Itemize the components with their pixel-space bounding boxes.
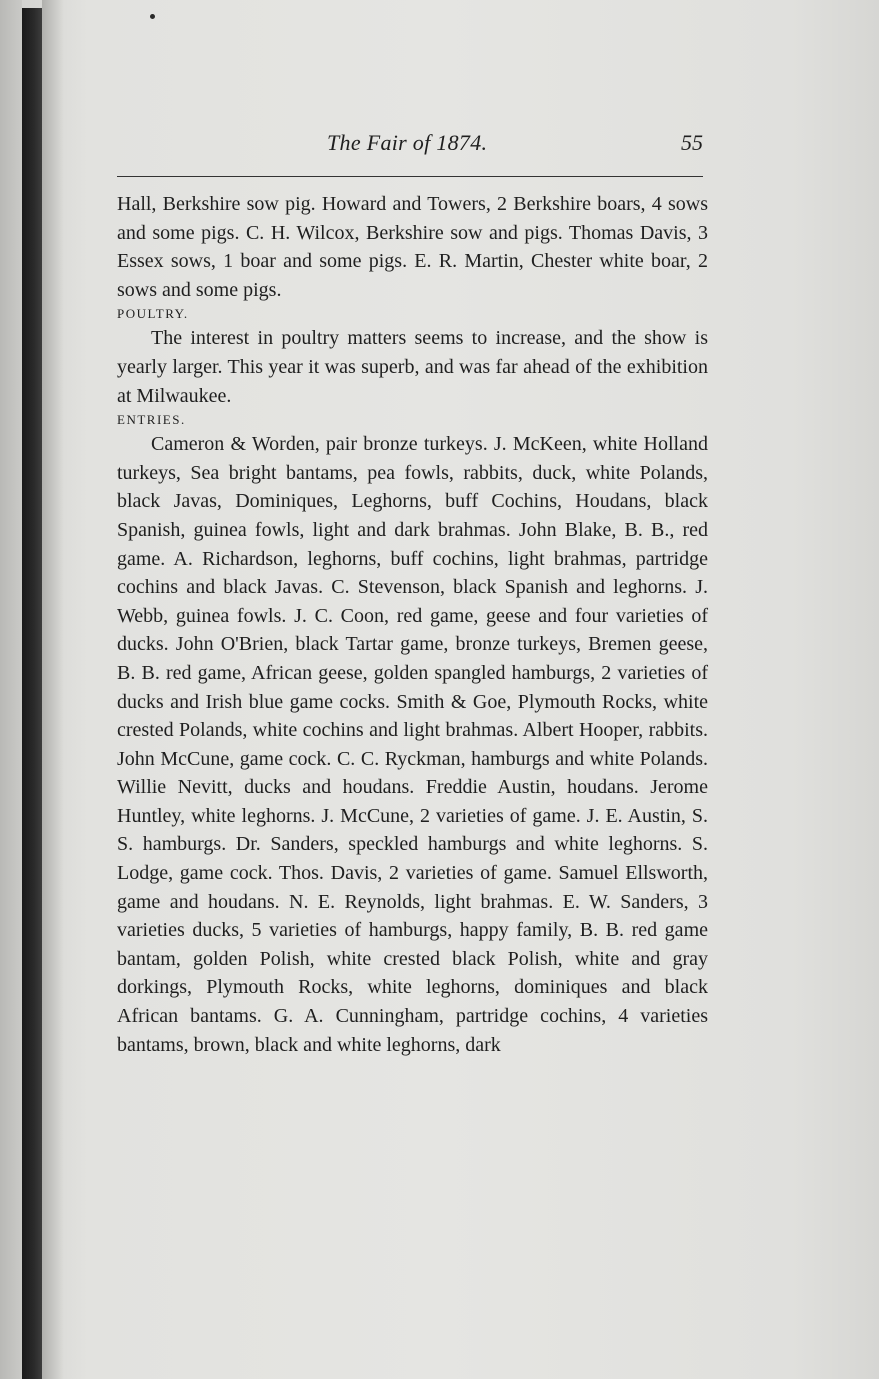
book-spine <box>22 8 42 1379</box>
entries-paragraph: Cameron & Worden, pair bronze turkeys. J. McKeen, white Holland turkeys, Sea bright bantams, pea fowls, rabbits, duck, white Polands, black Javas, Dominiques, Leghorns, buff Cochins, Houdans, black Spanish, guinea fowls, light and dark brahmas. John Blake, B. B., red game. A. Richardson, leghorns, buff cochins, light brahmas, partridge cochins and black Javas. C. Stevenson, black Spanish and leghorns. J. Webb, guinea fowls. J. C. Coon, red game, geese and four varieties of ducks. John O'Brien, black Tartar game, bronze turkeys, Bremen geese, B. B. red game, African geese, golden spangled hamburgs, 2 varieties of ducks and Irish blue game cocks. Smith & Goe, Plymouth Rocks, white crested Polands, white cochins and light brahmas. Albert Hooper, rabbits. John McCune, game cock. C. C. Ryckman, hamburgs and white Polands. Willie Nevitt, ducks and houdans. Freddie Austin, houdans. Jerome Huntley, white leghorns. J. McCune, 2 varieties of game. J. E. Austin, S. S. hamburgs. Dr. Sanders, speckled hamburgs and white leghorns. S. Lodge, game cock. Thos. Davis, 2 varieties of game. Samuel Ellsworth, game and houdans. N. E. Reynolds, light brahmas. E. W. Sanders, 3 varieties ducks, 5 varieties of hamburgs, happy family, B. B. red game bantam, golden Polish, white crested black Polish, white and gray dorkings, Plymouth Rocks, white leghorns, dominiques and black African bantams. G. A. Cunningham, partridge cochins, 4 varieties bantams, brown, black and white leghorns, dark <box>117 433 708 1056</box>
gutter-shadow <box>42 0 64 1379</box>
page-edge <box>0 0 22 1379</box>
poultry-paragraph: The interest in poultry matters seems to increase, and the show is yearly larger. This year it was superb, and was far ahead of the exhibition at Milwaukee. <box>117 327 708 407</box>
entries-heading: ENTRIES. <box>117 412 186 428</box>
running-header <box>117 130 707 162</box>
opening-paragraph: Hall, Berkshire sow pig. Howard and Towers, 2 Berkshire boars, 4 sows and some pigs. C. H. Wilcox, Berkshire sow and pigs. Thomas Davis, 3 Essex sows, 1 boar and some pigs. E. R. Martin, Chester white boar, 2 sows and some pigs. <box>117 193 708 301</box>
ink-speck <box>150 14 155 19</box>
page-number: 55 <box>681 130 703 155</box>
running-title: The Fair of 1874. <box>327 130 488 155</box>
header-rule <box>117 176 703 177</box>
poultry-heading: POULTRY. <box>117 306 189 322</box>
body-text <box>117 190 708 1059</box>
